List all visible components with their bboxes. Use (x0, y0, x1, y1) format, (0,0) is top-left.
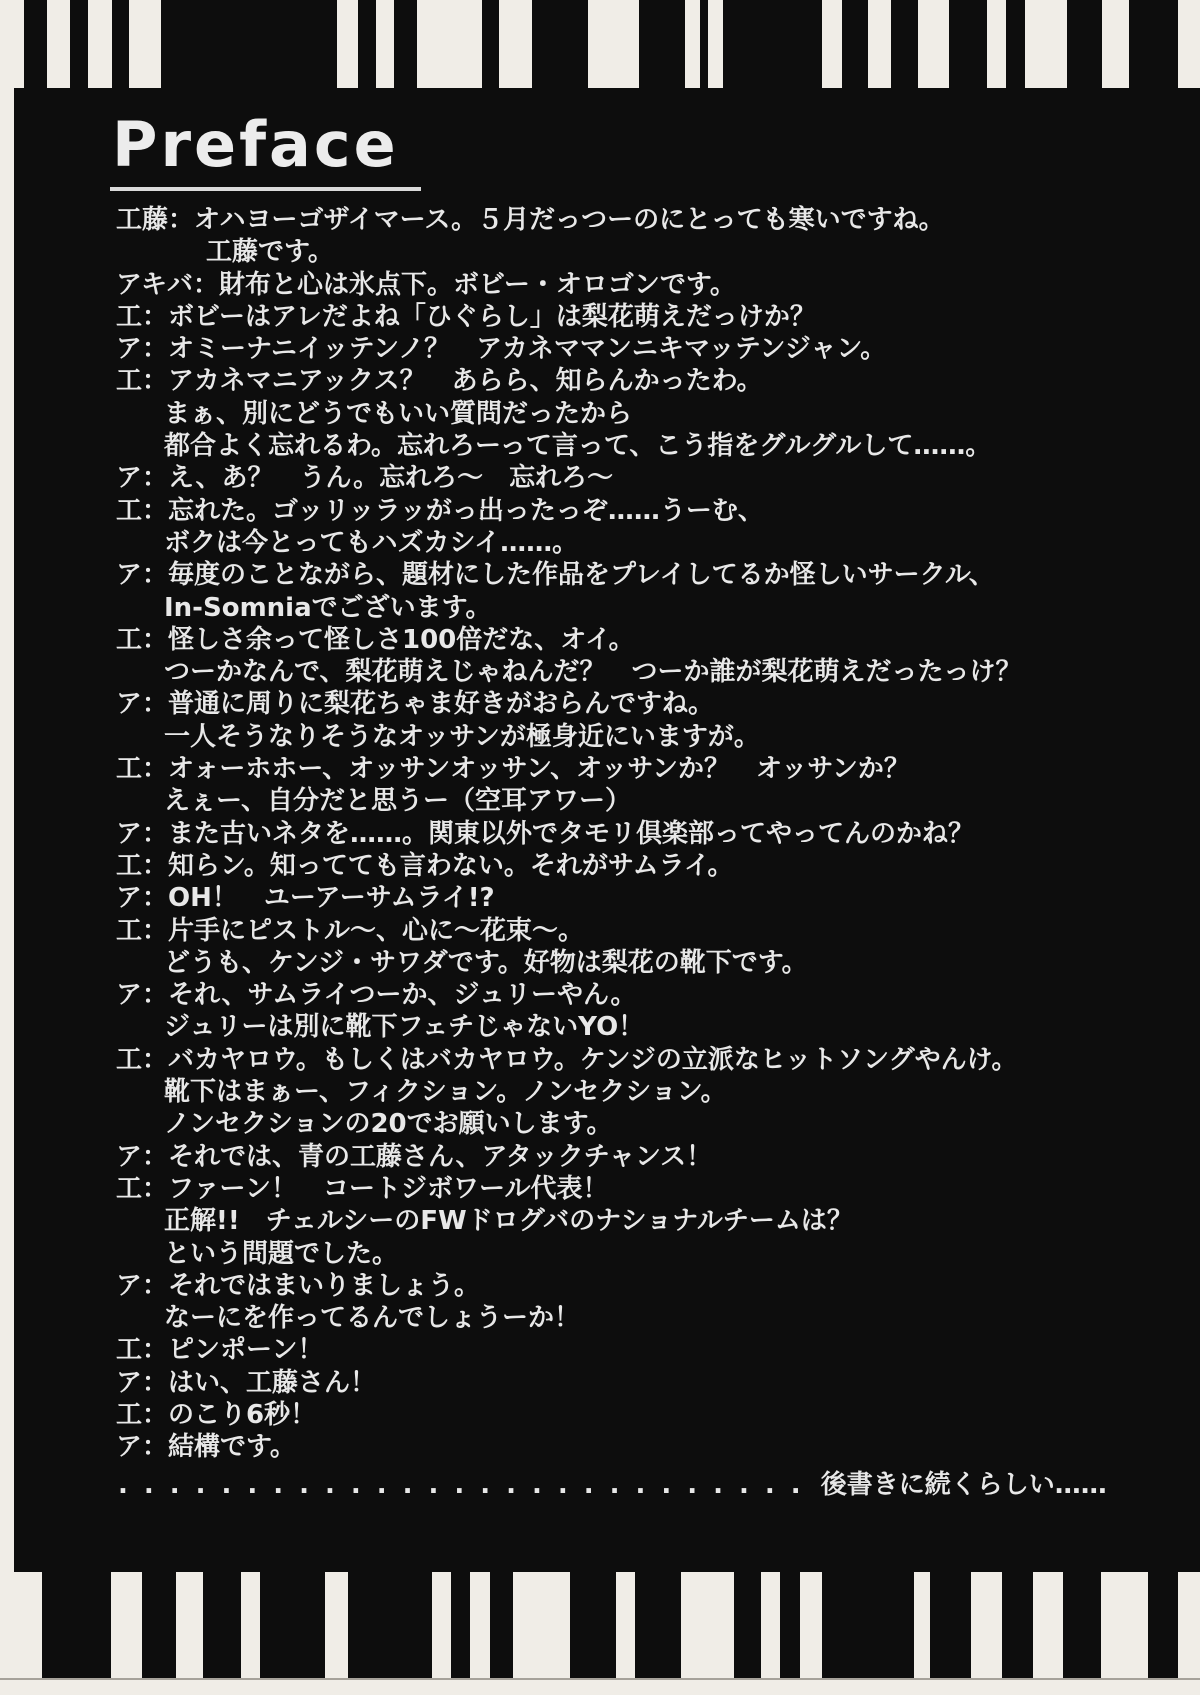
dialogue-transcript (116, 204, 1176, 1464)
dialogue-line: ア：結構です。 (116, 1432, 296, 1463)
barcode-stripe (971, 1572, 1002, 1678)
barcode-stripe (1178, 1572, 1200, 1678)
barcode-stripe (513, 1572, 570, 1678)
barcode-stripe (918, 0, 949, 88)
dialogue-line: 工：知らン。知ってても言わない。それがサムライ。 (116, 850, 734, 881)
dialogue-line: 工：片手にピストル～、心に～花束～。 (116, 915, 585, 946)
dialogue-line: アキバ：財布と心は氷点下。ボビー・オロゴンです。 (116, 269, 736, 300)
barcode-stripe (822, 0, 842, 88)
barcode-stripe (800, 1572, 822, 1678)
barcode-stripe (417, 0, 482, 88)
barcode-stripe (708, 0, 723, 88)
dialogue-line: 工：忘れた。ゴッリッラッがっ出ったっぞ……うーむ、 (116, 495, 764, 526)
dialogue-line: ボクは今とってもハズカシイ……。 (164, 527, 579, 558)
dialogue-line: まぁ、別にどうでもいい質問だったから (164, 398, 633, 429)
dialogue-line: ア：はい、工藤さん！ (116, 1367, 377, 1398)
barcode-stripe (499, 0, 532, 88)
dialogue-line: ノンセクションの20でお願いします。 (164, 1109, 613, 1140)
barcode-stripe (325, 1572, 348, 1678)
dialogue-line: 工：オォーホホー、オッサンオッサン、オッサンか？ オッサンか？ (116, 754, 910, 785)
dialogue-line: In-Somniaでございます。 (164, 592, 492, 623)
dialogue-line: ア：それでは、青の工藤さん、アタックチャンス！ (116, 1141, 713, 1172)
dialogue-line: 工：怪しさ余って怪しさ100倍だな、オイ。 (116, 624, 635, 655)
dialogue-line: 都合よく忘れるわ。忘れろーって言って、こう指をグルグルして……。 (164, 431, 992, 462)
dialogue-line: えぇー、自分だと思うー（空耳アワー） (164, 786, 631, 817)
dialogue-line: ア：それではまいりましょう。 (116, 1270, 481, 1301)
dialogue-line: 靴下はまぁー、フィクション。ノンセクション。 (164, 1077, 727, 1108)
page-bottom-seam (0, 1678, 1200, 1680)
barcode-stripe (1102, 0, 1129, 88)
barcode-stripe (761, 1572, 780, 1678)
dialogue-line: ア：毎度のことながら、題材にした作品をプレイしてるか怪しいサークル、 (116, 560, 995, 591)
barcode-stripe (1033, 1572, 1063, 1678)
barcode-stripe (681, 1572, 734, 1678)
barcode-stripe (176, 1572, 203, 1678)
dialogue-line: 正解!! チェルシーのFWドログバのナショナルチームは？ (164, 1206, 853, 1237)
barcode-stripe (337, 0, 358, 88)
barcode-stripe (47, 0, 70, 88)
dialogue-line: 工：ピンポーン！ (116, 1335, 324, 1366)
barcode-stripe (1025, 0, 1067, 88)
dialogue-line: ア：え、あ？ うん。忘れろ～ 忘れろ～ (116, 463, 614, 494)
page-title: Preface (110, 112, 421, 191)
footer-dots: ........................... (118, 1470, 817, 1500)
barcode-stripe (129, 0, 161, 88)
dialogue-line: ジュリーは別に靴下フェチじゃないYO！ (164, 1012, 645, 1043)
barcode-stripe (376, 0, 394, 88)
dialogue-line: 工：バカヤロウ。もしくはバカヤロウ。ケンジの立派なヒットソングやんけ。 (116, 1044, 1018, 1075)
dialogue-line: つーかなんで、梨花萌えじゃねんだ？ つーか誰が梨花萌えだったっけ？ (164, 657, 1022, 688)
dialogue-line: ア：それ、サムライつーか、ジュリーやん。 (116, 980, 637, 1011)
barcode-stripe (6, 0, 24, 88)
barcode-stripe (868, 0, 891, 88)
barcode-stripe (685, 0, 700, 88)
dialogue-line: 工藤：オハヨーゴザイマース。５月だっつーのにとっても寒いですね。 (116, 205, 945, 235)
dialogue-line: 工：ファーン！ コートジボワール代表！ (116, 1173, 609, 1204)
dialogue-line: ア：オミーナニイッテンノ？ アカネママンニキマッテンジャン。 (116, 334, 887, 365)
barcode-top (0, 0, 1200, 88)
dialogue-line: ア：また古いネタを……。関東以外でタモリ倶楽部ってやってんのかね？ (116, 818, 975, 849)
dialogue-line: なーにを作ってるんでしょうーか！ (164, 1303, 581, 1334)
barcode-stripe (241, 1572, 260, 1678)
dialogue-line: どうも、ケンジ・サワダです。好物は梨花の靴下です。 (164, 947, 808, 978)
barcode-stripe (914, 1572, 930, 1678)
dialogue-line: 工：ボビーはアレだよね「ひぐらし」は梨花萌えだっけか？ (116, 301, 816, 332)
dialogue-line: 一人そうなりそうなオッサンが極身近にいますが。 (164, 721, 760, 752)
footer-text: 後書きに続くらしい…… (820, 1470, 1107, 1500)
barcode-bottom (0, 1572, 1200, 1678)
dialogue-line: 工：のこり6秒！ (116, 1399, 317, 1430)
dialogue-line: という問題でした。 (164, 1238, 399, 1269)
barcode-stripe (88, 0, 112, 88)
dialogue-line: 工：アカネマニアックス？ あらら、知らんかったわ。 (116, 366, 763, 397)
barcode-stripe (987, 0, 1006, 88)
dialogue-line: 工藤です。 (206, 237, 334, 268)
barcode-stripe (1178, 0, 1200, 88)
barcode-stripe (588, 0, 639, 88)
barcode-stripe (14, 1572, 42, 1678)
barcode-stripe (1101, 1572, 1148, 1678)
dialogue-line: ア：普通に周りに梨花ちゃま好きがおらんですね。 (116, 689, 715, 720)
footer-note (118, 1464, 1107, 1501)
dialogue-line: ア：OH！ ユーアーサムライ!? (116, 883, 495, 914)
barcode-stripe (470, 1572, 490, 1678)
barcode-stripe (432, 1572, 451, 1678)
barcode-stripe (616, 1572, 635, 1678)
barcode-stripe (111, 1572, 142, 1678)
